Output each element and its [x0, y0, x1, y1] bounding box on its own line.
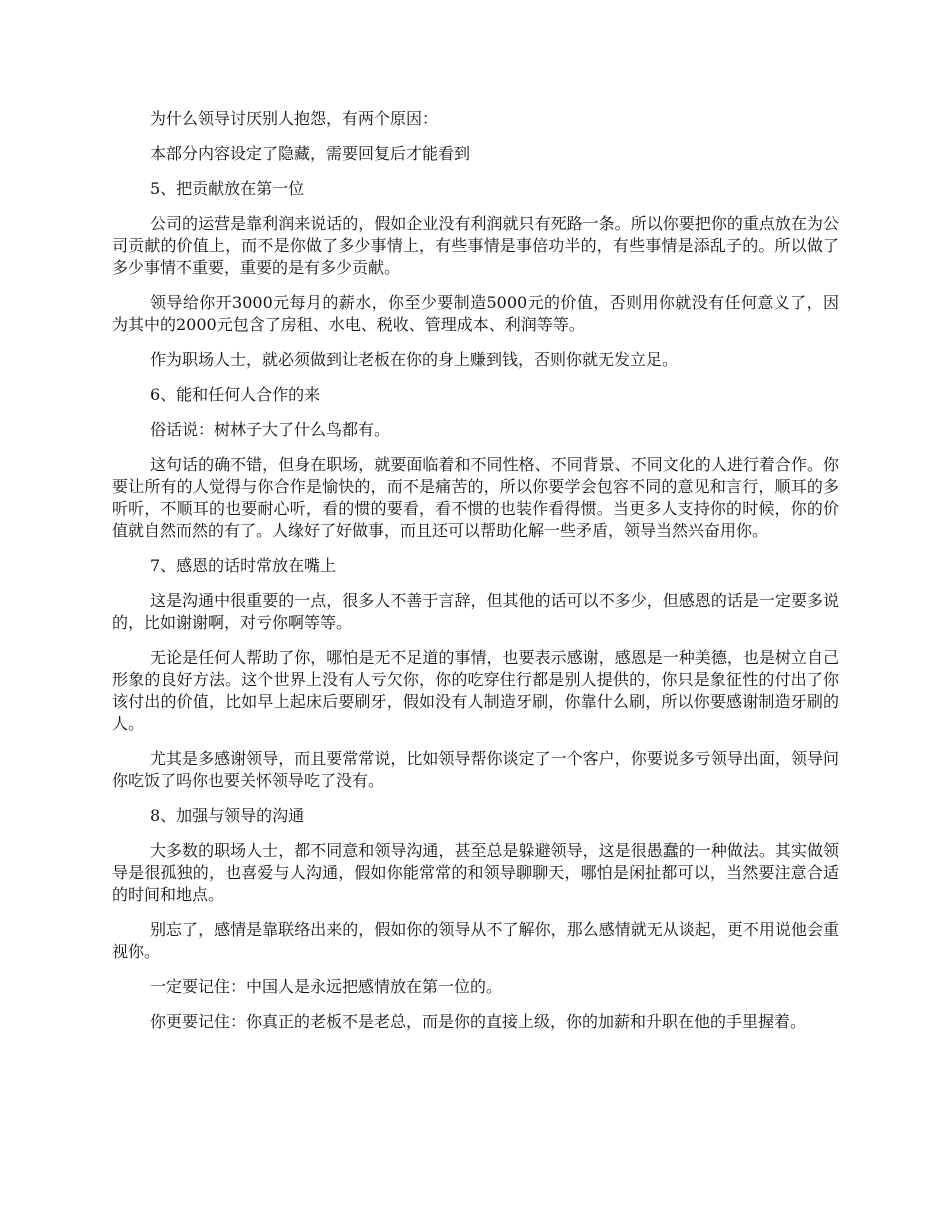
document-page [112, 108, 839, 1046]
paragraph: 领导给你开3000元每月的薪水，你至少要制造5000元的价值，否则用你就没有任何意义了，因为其中的2000元包含了房租、水电、税收、管理成本、利润等等。 [112, 293, 839, 334]
paragraph: 尤其是多感谢领导，而且要常常说，比如领导帮你谈定了一个客户，你要说多亏领导出面，领导问你吃饭了吗你也要关怀领导吃了没有。 [112, 749, 839, 790]
paragraph: 这句话的确不错，但身在职场，就要面临着和不同性格、不同背景、不同文化的人进行着合作。你要让所有的人觉得与你合作是愉快的，而不是痛苦的，所以你要学会包容不同的意见和言行，顺耳的多听听，不顺耳的也要耐心听，看的惯的要看，看不惯的也装作看得惯。当更多人支持你的时候，你的价值就自然而然的有了。人缘好了好做事，而且还可以帮助化解一些矛盾，领导当然兴奋用你。 [112, 455, 839, 540]
paragraph: 作为职场人士，就必须做到让老板在你的身上赚到钱，否则你就无发立足。 [150, 350, 679, 369]
paragraph: 大多数的职场人士，都不同意和领导沟通，甚至总是躲避领导，这是很愚蠢的一种做法。其实做领导是很孤独的，也喜爱与人沟通，假如你能常常的和领导聊聊天，哪怕是闲扯都可以，当然要注意合适的时间和地点。 [112, 841, 839, 904]
section-heading-5: 5、把贡献放在第一位 [150, 179, 305, 198]
paragraph-intro: 为什么领导讨厌别人抱怨，有两个原因： [150, 109, 439, 128]
section-heading-7: 7、感恩的话时常放在嘴上 [150, 556, 337, 575]
paragraph: 一定要记住：中国人是永远把感情放在第一位的。 [150, 977, 503, 996]
paragraph-hidden-notice: 本部分内容设定了隐藏，需要回复后才能看到 [150, 144, 471, 163]
paragraph: 别忘了，感情是靠联络出来的，假如你的领导从不了解你，那么感情就无从谈起，更不用说他会重视你。 [112, 920, 839, 961]
section-heading-8: 8、加强与领导的沟通 [150, 806, 305, 825]
section-heading-6: 6、能和任何人合作的来 [150, 385, 321, 404]
paragraph: 无论是任何人帮助了你，哪怕是无不足道的事情，也要表示感谢，感恩是一种美德，也是树立自己形象的良好方法。这个世界上没有人亏欠你，你的吃穿住行都是别人提供的，你只是象征性的付出了你该付出的价值，比如早上起床后要刷牙，假如没有人制造牙刷，你靠什么刷，所以你要感谢制造牙刷的人。 [112, 648, 839, 733]
paragraph: 这是沟通中很重要的一点，很多人不善于言辞，但其他的话可以不多少，但感恩的话是一定要多说的，比如谢谢啊，对亏你啊等等。 [112, 591, 839, 632]
paragraph: 你更要记住：你真正的老板不是老总，而是你的直接上级，你的加薪和升职在他的手里握着。 [150, 1012, 807, 1031]
paragraph: 俗话说：树林子大了什么鸟都有。 [150, 420, 391, 439]
paragraph: 公司的运营是靠利润来说话的，假如企业没有利润就只有死路一条。所以你要把你的重点放在为公司贡献的价值上，而不是你做了多少事情上，有些事情是事倍功半的，有些事情是添乱子的。所以做了多少事情不重要，重要的是有多少贡献。 [112, 214, 839, 277]
